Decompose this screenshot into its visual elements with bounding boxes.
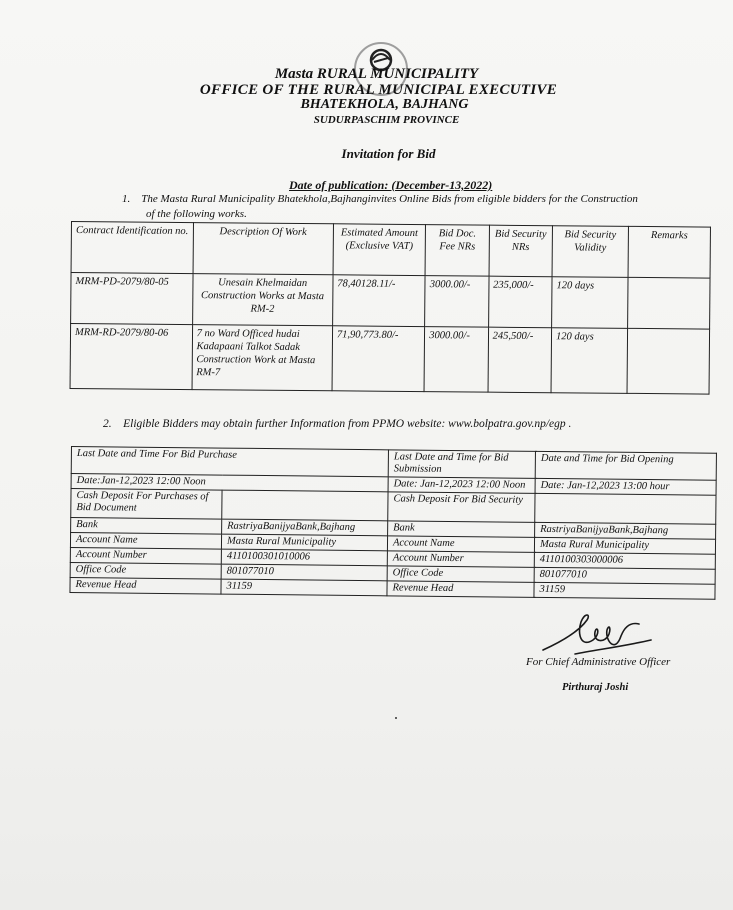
right-value: Masta Rural Municipality [534,537,715,554]
paragraph-1 [122,193,638,205]
document-title: Invitation for Bid [341,146,436,161]
cell-contract-id: MRM-PD-2079/80-05 [71,273,193,325]
row-label: Account Number [70,547,221,564]
bank-details-table [69,446,717,600]
left-value: 801077010 [221,564,387,581]
row-label: Bank [71,518,222,535]
row-label-right: Office Code [387,566,534,583]
row-label-right: Revenue Head [387,581,534,598]
cell-remarks [627,328,710,394]
left-section-title: Cash Deposit For Purchases of Bid Document [71,489,222,520]
right-value: 4110100303000006 [534,552,715,569]
cell-description: Unesain Khelmaidan Construction Works at Masta RM-2 [192,274,333,326]
row-label-right: Bank [388,521,535,538]
handwritten-signature [535,610,655,662]
table-row [71,273,710,330]
right-value: 31159 [534,582,715,599]
paragraph-1-number: 1. [122,193,131,205]
stray-mark [395,717,397,719]
col-estimated-amount: Estimated Amount (Exclusive VAT) [333,224,426,276]
paragraph-2-number: 2. [103,418,112,430]
publication-date: Date of publication: (December-13,2022) [289,178,493,192]
works-table-header [71,222,710,279]
works-table [70,221,711,395]
row-label: Revenue Head [70,577,221,594]
right-section-blank [535,493,716,524]
left-value: 31159 [221,579,387,596]
signature-designation: For Chief Administrative Officer [526,656,671,668]
header-office: OFFICE OF THE RURAL MUNICIPAL EXECUTIVE [199,82,558,98]
col-bid-doc-fee: Bid Doc. Fee NRs [425,225,489,277]
bid-purchase-label: Last Date and Time For Bid Purchase [71,447,388,477]
col-bid-security: Bid Security NRs [489,225,553,277]
col-description: Description Of Work [193,223,334,275]
col-security-validity: Bid Security Validity [552,226,628,278]
bid-submission-value: Date: Jan-12,2023 12:00 Noon [388,477,535,494]
cell-remarks [627,277,710,329]
cell-security: 245,500/- [488,327,552,393]
cell-doc-fee: 3000.00/- [425,276,489,328]
paragraph-2-text: Eligible Bidders may obtain further Information from PPMO website: www.bolpatra.gov.np/egp . [123,418,572,430]
cell-security: 235,000/- [488,276,552,328]
right-value: RastriyaBanijyaBank,Bajhang [535,522,716,539]
left-value: Masta Rural Municipality [221,534,387,551]
right-section-title: Cash Deposit For Bid Security [388,492,535,523]
signatory-name: Pirthuraj Joshi [562,682,629,693]
left-section-blank [222,490,388,521]
cell-description: 7 no Ward Officed hudai Kadapaani Talkot Sadak Construction Work at Masta RM-7 [192,325,333,391]
col-contract-id: Contract Identification no. [71,222,193,274]
table-row [70,324,710,395]
header-location: BHATEKHOLA, BAJHANG [300,97,469,112]
bid-opening-value: Date: Jan-12,2023 13:00 hour [535,478,716,495]
paragraph-1-text: The Masta Rural Municipality Bhatekhola,Bajhanginvites Online Bids from eligible bidders for the Construction [141,193,638,205]
right-value: 801077010 [534,567,715,584]
row-label: Office Code [70,562,221,579]
left-value: RastriyaBanijyaBank,Bajhang [222,519,388,536]
bid-submission-label: Last Date and Time for Bid Submission [388,450,535,479]
header-province: SUDURPASCHIM PROVINCE [313,114,460,126]
row-label-right: Account Number [387,551,534,568]
bid-opening-label: Date and Time for Bid Opening [535,451,716,480]
row-label-right: Account Name [387,536,534,553]
paragraph-1-continued: of the following works. [146,208,247,220]
cell-doc-fee: 3000.00/- [424,327,488,393]
col-remarks: Remarks [628,226,711,278]
cell-validity: 120 days [551,328,627,394]
cell-amount: 71,90,773.80/- [332,326,425,392]
paragraph-2 [103,418,571,430]
cell-amount: 78,40128.11/- [332,275,425,327]
cell-validity: 120 days [552,277,628,329]
header-municipality: Masta RURAL MUNICIPALITY [274,66,479,82]
bid-purchase-value: Date:Jan-12,2023 12:00 Noon [71,474,388,492]
row-label: Account Name [70,533,221,550]
cell-contract-id: MRM-RD-2079/80-06 [70,324,192,390]
left-value: 4110100301010006 [221,549,387,566]
